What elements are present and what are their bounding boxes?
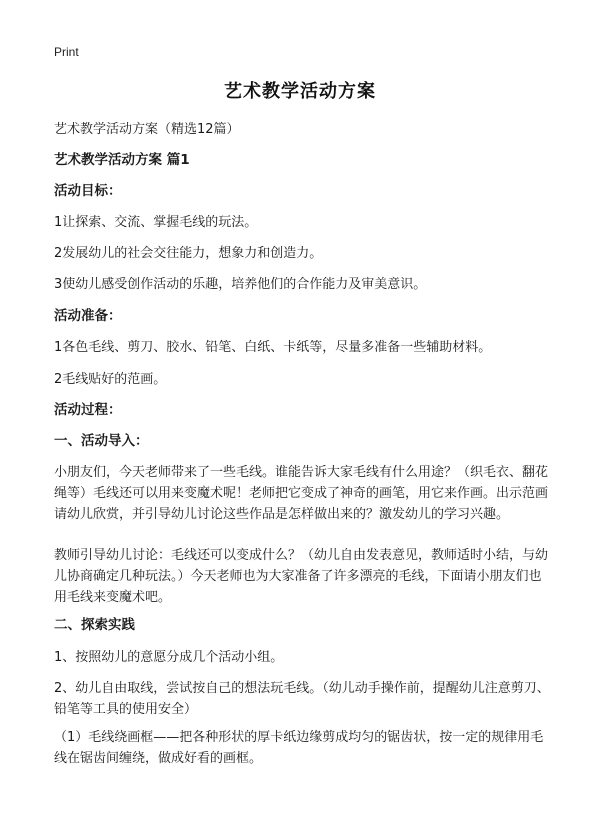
prep-item: 1各色毛线、剪刀、胶水、铅笔、白纸、卡纸等，尽量多准备一些辅助材料。 <box>54 340 492 355</box>
goal-item: 1让探索、交流、掌握毛线的玩法。 <box>54 215 258 230</box>
part1-heading: 一、活动导入： <box>54 433 149 449</box>
part1-paragraph: 小朋友们，今天老师带来了一些毛线。谁能告诉大家毛线有什么用途？（织毛衣、翻花绳等）毛线还可以用来变魔术呢！老师把它变成了神奇的画笔，用它来作画。出示范画请幼儿欣赏，并引导幼儿讨论这些作品是怎样做出来的？激发幼儿的学习兴趣。 <box>54 465 549 522</box>
goal-item: 3使幼儿感受创作活动的乐趣，培养他们的合作能力及审美意识。 <box>54 277 427 292</box>
section-heading: 艺术教学活动方案 篇1 <box>54 152 190 168</box>
part2-item: 2、幼儿自由取线，尝试按自己的想法玩毛线。（幼儿动手操作前，提醒幼儿注意剪刀、铅笔等工具的使用安全） <box>54 681 550 717</box>
prep-heading: 活动准备： <box>54 308 122 324</box>
print-label: Print <box>54 45 79 59</box>
doc-subtitle: 艺术教学活动方案（精选12篇） <box>54 122 240 137</box>
part2-item: （1）毛线绕画框——把各种形状的厚卡纸边缘剪成均匀的锯齿状，按一定的规律用毛线在锯齿间缠绕，做成好看的画框。 <box>54 730 544 766</box>
part2-item: 1、按照幼儿的意愿分成几个活动小组。 <box>54 650 284 665</box>
goals-heading: 活动目标： <box>54 183 122 199</box>
prep-item: 2毛线贴好的范画。 <box>54 372 167 387</box>
goal-item: 2发展幼儿的社会交往能力，想象力和创造力。 <box>54 246 323 261</box>
part2-heading: 二、探索实践 <box>54 617 135 633</box>
process-heading: 活动过程： <box>54 402 122 418</box>
page-title: 艺术教学活动方案 <box>224 81 376 102</box>
part1-paragraph: 教师引导幼儿讨论：毛线还可以变成什么？（幼儿自由发表意见，教师适时小结，与幼儿协商确定几种玩法。）今天老师也为大家准备了许多漂亮的毛线，下面请小朋友们也用毛线来变魔术吧。 <box>54 548 549 605</box>
